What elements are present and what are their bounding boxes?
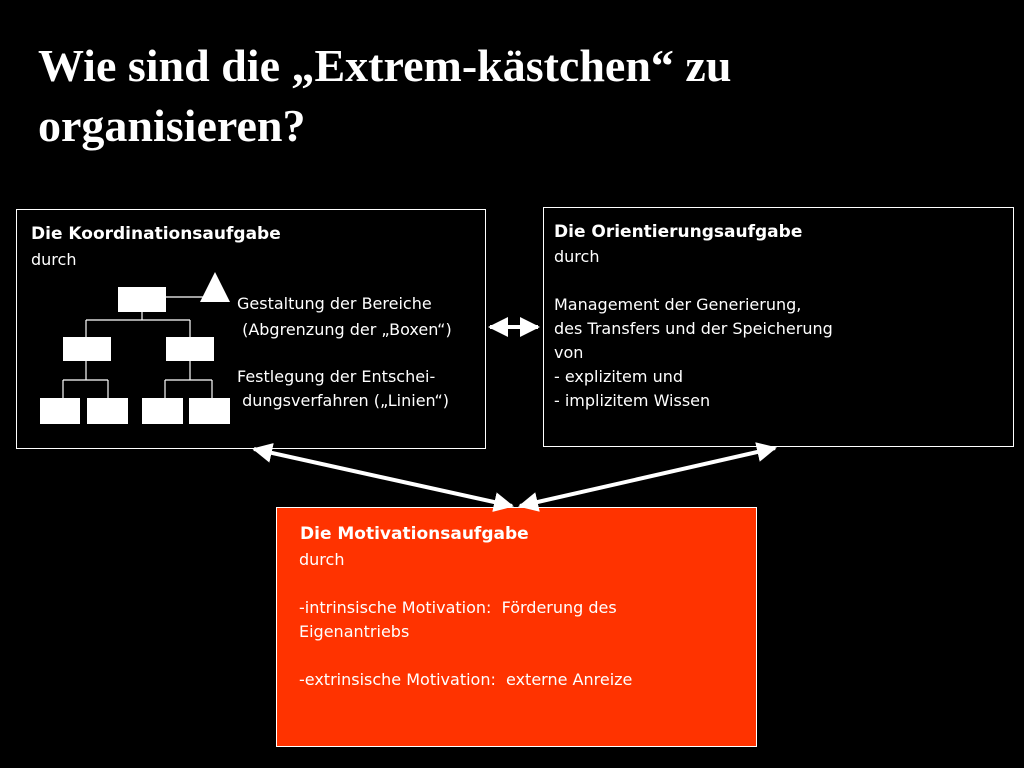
org-box-bottom-2 xyxy=(87,398,128,424)
koordination-durch: durch xyxy=(31,250,77,269)
koordination-line1: Gestaltung der Bereiche xyxy=(237,294,432,313)
orientierung-durch: durch xyxy=(554,247,600,266)
org-box-bottom-3 xyxy=(142,398,183,424)
koordination-heading: Die Koordinationsaufgabe xyxy=(31,224,281,244)
orientierung-line1: Management der Generierung, xyxy=(554,295,802,314)
org-box-top xyxy=(118,287,166,312)
org-box-mid-right xyxy=(166,337,214,361)
orientierung-line5: - implizitem Wissen xyxy=(554,391,711,410)
orientierung-box xyxy=(543,207,1014,447)
slide-title: Wie sind die „Extrem-kästchen“ zu organisieren? xyxy=(38,40,732,151)
org-box-mid-left xyxy=(63,337,111,361)
orientierung-heading: Die Orientierungsaufgabe xyxy=(554,222,803,242)
motivation-line1: -intrinsische Motivation: Förderung des xyxy=(299,598,617,617)
orientierung-line4: - explizitem und xyxy=(554,367,684,386)
double-arrow-left-diagonal xyxy=(254,449,512,506)
koordination-box xyxy=(16,209,486,449)
motivation-line3: -extrinsische Motivation: externe Anreize xyxy=(299,670,633,689)
double-arrow-right-diagonal xyxy=(520,448,775,506)
motivation-line2: Eigenantriebs xyxy=(299,622,410,641)
org-box-bottom-4 xyxy=(189,398,230,424)
motivation-heading: Die Motivationsaufgabe xyxy=(300,524,529,544)
koordination-line4: dungsverfahren („Linien“) xyxy=(237,391,450,410)
motivation-box xyxy=(276,507,757,747)
triangle-icon xyxy=(200,272,230,302)
org-box-bottom-1 xyxy=(40,398,80,424)
koordination-line2: (Abgrenzung der „Boxen“) xyxy=(237,320,452,339)
motivation-durch: durch xyxy=(299,550,345,569)
orientierung-line3: von xyxy=(554,343,584,362)
orientierung-line2: des Transfers und der Speicherung xyxy=(554,319,833,338)
org-chart-icon xyxy=(37,270,237,430)
koordination-line3: Festlegung der Entschei- xyxy=(237,367,436,386)
